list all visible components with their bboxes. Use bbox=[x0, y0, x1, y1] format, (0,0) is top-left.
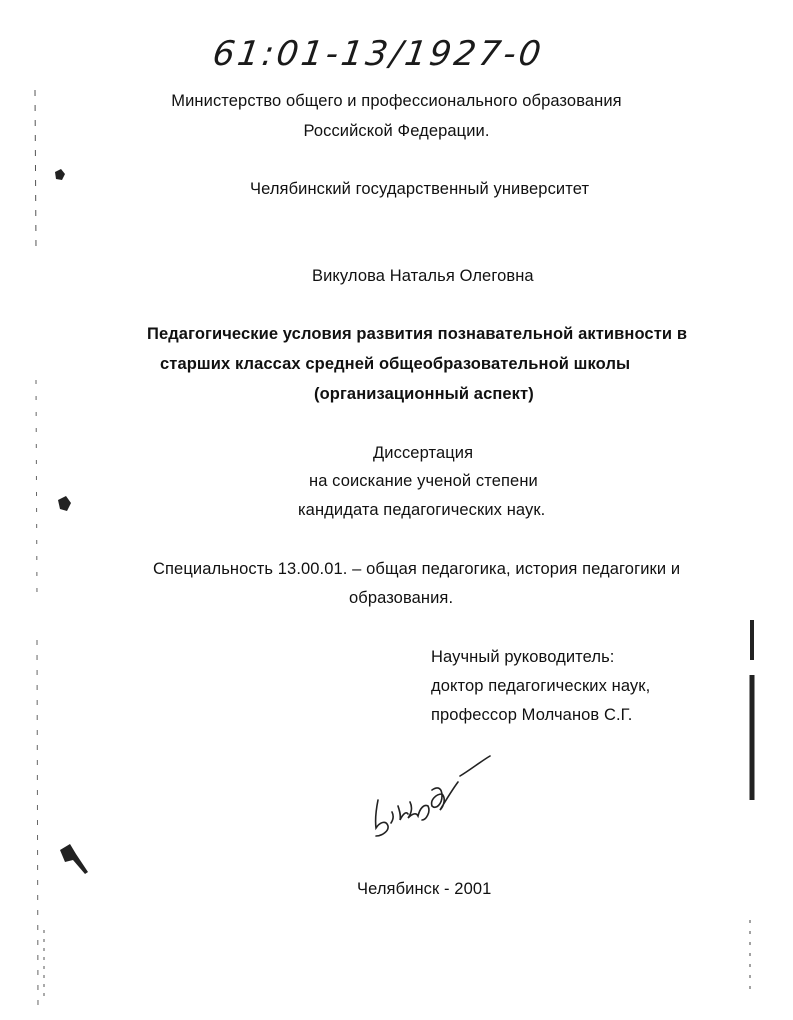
city-and-year: Челябинск - 2001 bbox=[357, 880, 492, 898]
specialty-line-1: Специальность 13.00.01. – общая педагогика, история педагогики и bbox=[153, 560, 681, 578]
dissertation-title-line-3: (организационный аспект) bbox=[314, 385, 534, 403]
university-name: Челябинский государственный университет bbox=[250, 180, 590, 198]
degree-name: кандидата педагогических наук. bbox=[298, 501, 546, 519]
ministry-line-1: Министерство общего и профессионального образования bbox=[171, 92, 622, 110]
archive-number: 61:01-13/1927-0 bbox=[210, 34, 547, 74]
specialty-line-2: образования. bbox=[349, 589, 454, 607]
supervisor-degree: доктор педагогических наук, bbox=[431, 677, 651, 695]
dissertation-title-line-1: Педагогические условия развития познавательной активности в bbox=[147, 325, 688, 343]
document-type: Диссертация bbox=[373, 444, 474, 462]
author-name: Викулова Наталья Олеговна bbox=[312, 267, 534, 285]
ministry-line-2: Российской Федерации. bbox=[303, 122, 490, 140]
dissertation-title-line-2: старших классах средней общеобразовательной школы bbox=[160, 355, 631, 373]
supervisor-label: Научный руководитель: bbox=[431, 648, 615, 666]
supervisor-name: профессор Молчанов С.Г. bbox=[431, 706, 633, 724]
degree-purpose: на соискание ученой степени bbox=[309, 472, 538, 490]
